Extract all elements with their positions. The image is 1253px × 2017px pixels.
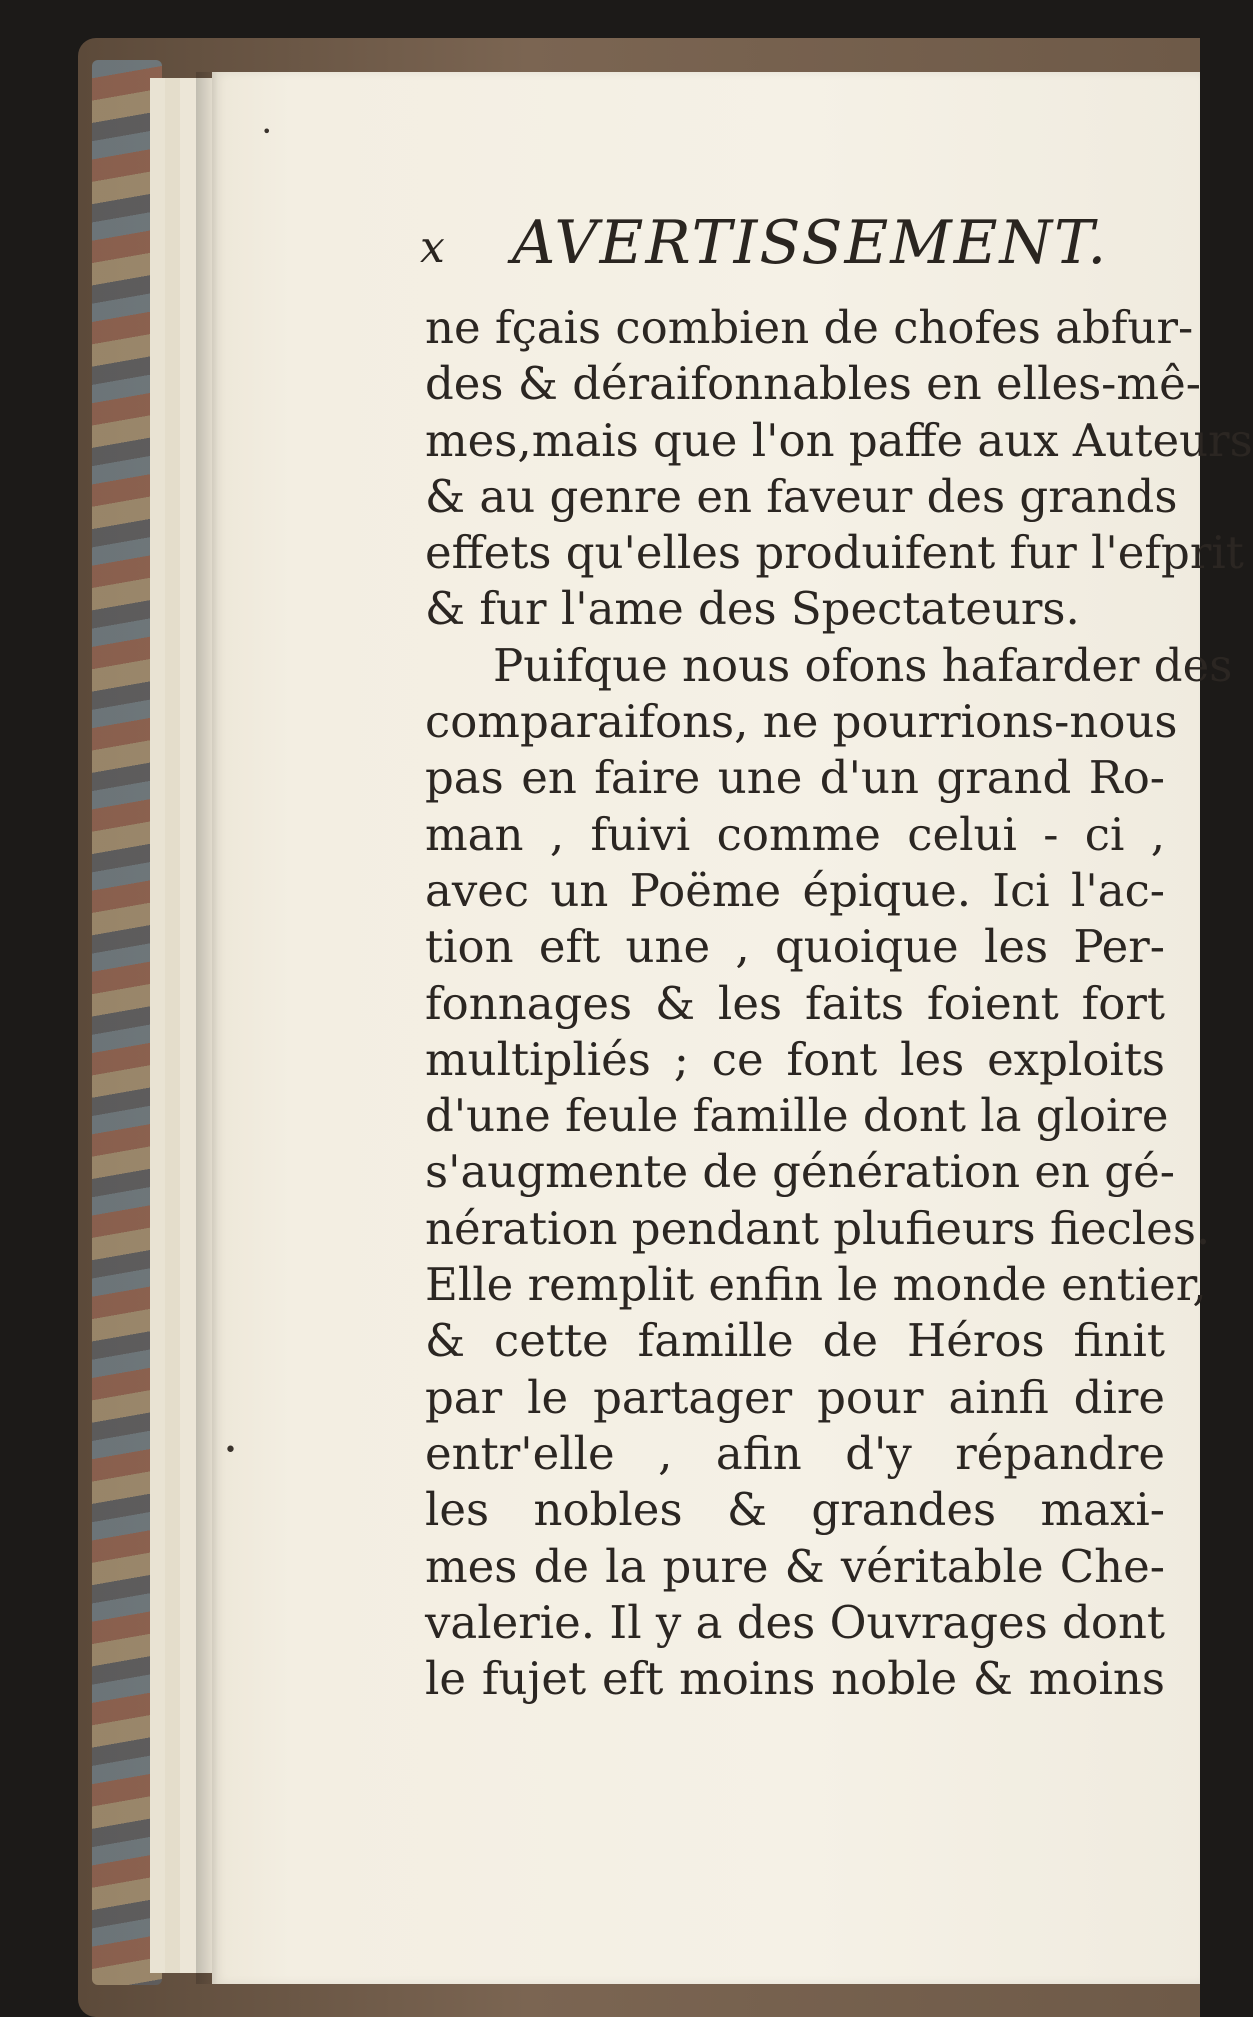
text-line: avec un Poëme épique. Ici l'ac- <box>425 863 1165 917</box>
text-line: le fujet eft moins noble & moins <box>425 1652 1165 1706</box>
text-line: par le partager pour ainfi dire <box>425 1370 1165 1424</box>
page-number: x <box>420 222 445 273</box>
text-line: des & déraifonnables en elles-mê- <box>425 357 1201 411</box>
text-line: les nobles & grandes maxi- <box>425 1483 1165 1537</box>
text-line: valerie. Il y a des Ouvrages dont <box>425 1595 1166 1649</box>
text-line: mes de la pure & véritable Che- <box>425 1539 1165 1593</box>
text-line: mes,mais que l'on paffe aux Auteurs <box>425 413 1253 467</box>
text-line: man , fuivi comme celui - ci , <box>425 807 1165 861</box>
text-line: Elle remplit enfin le monde entier, <box>425 1258 1207 1312</box>
text-line: entr'elle , afin d'y répandre <box>425 1426 1165 1480</box>
text-line: fonnages & les faits foient fort <box>425 976 1165 1030</box>
text-line: effets qu'elles produifent fur l'efprit <box>425 526 1244 580</box>
text-line: ne fçais combien de chofes abfur- <box>425 301 1194 354</box>
running-title: AVERTISSEMENT. <box>512 208 1109 278</box>
text-line: s'augmente de génération en gé- <box>425 1145 1175 1199</box>
text-line: & fur l'ame des Spectateurs. <box>425 582 1080 636</box>
text-line: d'une feule famille dont la gloire <box>425 1089 1169 1143</box>
text-line: Puifque nous ofons hafarder des <box>493 638 1233 692</box>
page-header <box>420 208 1109 278</box>
page-speck: • <box>262 122 272 141</box>
text-line: comparaifons, ne pourrions-nous <box>425 695 1178 749</box>
page-speck: • <box>224 1438 237 1463</box>
text-line: tion eft une , quoique les Per- <box>425 920 1165 974</box>
gutter-shadow <box>196 72 218 1984</box>
text-line: & cette famille de Héros finit <box>425 1314 1165 1368</box>
text-line: & au genre en faveur des grands <box>425 469 1178 523</box>
text-line: pas en faire une d'un grand Ro- <box>425 751 1165 805</box>
text-line: multipliés ; ce font les exploits <box>425 1032 1165 1086</box>
text-line: nération pendant plufieurs fiecles. <box>425 1201 1211 1255</box>
body-text <box>425 300 1253 1707</box>
